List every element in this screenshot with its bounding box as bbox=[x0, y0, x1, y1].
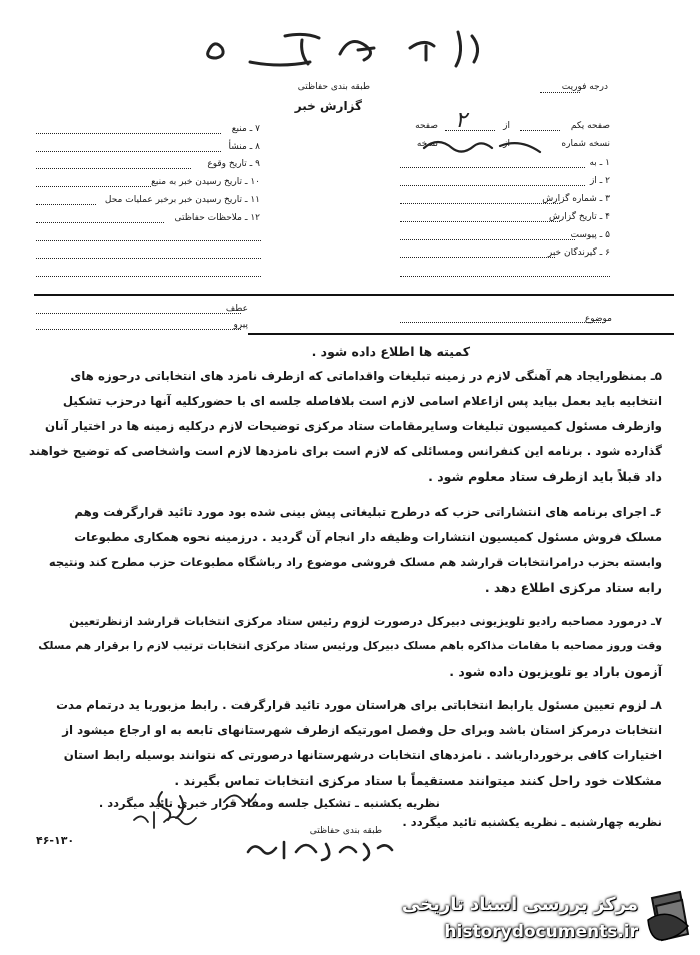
body-line: ۷ـ درمورد مصاحبه رادیو تلویزیونی دبیرکل درصورت لزوم رئیس ستاد مرکزی انتخابات قرارشد ازنظرتعیین bbox=[69, 614, 662, 628]
body-line: گذارده شود . برنامه این کنفرانس ومسائلی که لازم است برای نامزدها لازم است واشخاصی که توضیح خواهند bbox=[28, 444, 662, 458]
archive-watermark bbox=[400, 882, 700, 955]
field-report-date: ۴ ـ تاریخ گزارش bbox=[548, 212, 610, 222]
body-line: انتخابات درمرکز استان باشد وبرای حل وفصل امورتیکه ازطرف شهرستانهای تابعه به او ارجاع میشود از bbox=[62, 723, 662, 737]
field-origin-line bbox=[36, 151, 221, 152]
body-line: داد قبلاً باید ازطرف ستاد معلوم شود . bbox=[428, 469, 662, 484]
field-news-arrival-date-line bbox=[36, 186, 151, 187]
field-event-date: ۹ ـ تاریخ وقوع bbox=[207, 159, 260, 169]
form-left-blank-line bbox=[36, 276, 261, 277]
watermark-url: historydocuments.ir bbox=[444, 922, 638, 942]
field-from-line bbox=[400, 185, 585, 186]
watermark-title: مرکز بررسی اسناد تاریخی bbox=[401, 894, 638, 915]
field-operations-date-line bbox=[36, 204, 96, 205]
page-count-end: صفحه bbox=[415, 121, 438, 131]
handwritten-copy-scribble bbox=[420, 134, 560, 160]
bottom-stamp-graphic bbox=[240, 834, 400, 864]
form-right-blank-line bbox=[400, 276, 610, 277]
body-line: مشکلات خود راحل کنند میتوانند مستقیماً با ستاد مرکزی انتخابات تماس بگیرند . bbox=[174, 773, 662, 788]
field-report-number: ۳ ـ شماره گزارش bbox=[542, 194, 610, 204]
body-line: نظریه چهارشنبه ـ نظریه یکشنبه تائید میگردد . bbox=[402, 815, 662, 829]
urgency-label: درجه فوریت bbox=[561, 82, 608, 92]
field-to-line bbox=[400, 167, 585, 168]
field-source-line bbox=[36, 133, 221, 134]
body-line: ۸ـ لزوم تعیین مسئول یارابط انتخاباتی برای هراستان مورد تائید قرارگرفت . رابط مزبوربا ید درتمام مدت bbox=[56, 698, 662, 712]
field-attachment: ۵ ـ پیوست bbox=[570, 230, 610, 240]
subject-label: موضوع bbox=[584, 314, 612, 324]
field-security-notes-line bbox=[36, 222, 164, 223]
body-line: ۵ـ بمنظورایجاد هم آهنگی لازم در زمینه تبلیغات واقداماتی که ازطرف نامزد های انتخاباتی درحوزه های bbox=[70, 369, 662, 383]
page-count-line bbox=[520, 130, 560, 131]
form-left-blank-line bbox=[36, 258, 261, 259]
body-line: وابسته بحزب درامرانتخابات قرارشد هم مسلک فروشی موضوع راد رباشگاه مطبوعات حزب مطرح کند ونتیجه bbox=[48, 555, 662, 569]
body-line: انتخابیه باید بعمل بیاید پس ازاعلام اسامی لازم است بلافاصله جلسه ای با حضورکلیه آنها درحزب تشکیل bbox=[62, 394, 662, 408]
page-title: گزارش خبر bbox=[294, 99, 362, 113]
follow-up-label: پیرو bbox=[233, 320, 248, 330]
document-number: ۴۶-۱۳۰ bbox=[36, 834, 75, 847]
page-count-of: از bbox=[503, 121, 510, 131]
body-line: آزمون باراد یو تلویزیون داده شود . bbox=[449, 664, 662, 679]
classification-line: طبقه بندی حفاظتی bbox=[297, 82, 370, 92]
body-line: کمیته ها اطلاع داده شود . bbox=[311, 344, 470, 359]
body-line: مسلک فروش مسئول کمیسیون انتشارات وظیفه دار انجام آن گردید . درزمینه نحوه همکاری مطبوعات bbox=[74, 530, 662, 544]
copy-number-of: از bbox=[503, 139, 510, 149]
body-line: رابه ستاد مرکزی اطلاع دهد . bbox=[484, 580, 662, 595]
field-report-date-line bbox=[400, 221, 560, 222]
field-origin: ۸ ـ منشأ bbox=[228, 142, 260, 152]
body-line: وقت وروز مصاحبه با مقامات مذاکره باهم مسلک دبیرکل ورئیس ستاد مرکزی انتخابات ترتیب لازم را برقرار هم مسلک bbox=[38, 639, 662, 652]
body-line: اختیارات کافی برخوردارباشد . نامزدهای انتخابات درشهرستانها درصورتی که نتوانند بوسیله رابط استان bbox=[63, 748, 662, 762]
copy-number-label: نسخه شماره bbox=[561, 139, 610, 149]
field-report-number-line bbox=[400, 203, 560, 204]
body-line: وازطرف مسئول کمیسیون تبلیغات وسایرمقامات ستاد مرکزی توضیحات لازم درکلیه زمینه ها در اختیار آنان bbox=[44, 419, 662, 433]
body-line: ۶ـ اجرای برنامه های انتشاراتی حزب که درطرح تبلیغاتی پیش بینی شده بود مورد تائید قرارگرفت وهم bbox=[74, 505, 662, 519]
handwritten-initial bbox=[220, 788, 260, 812]
subject-line bbox=[400, 322, 605, 323]
reference-line bbox=[36, 313, 241, 314]
body-line: نظریه یکشنبه ـ تشکیل جلسه ومفاد قرار خبری تائید میگردد . bbox=[98, 796, 440, 810]
handwritten-page-number: ۲ bbox=[455, 108, 467, 133]
follow-up-line bbox=[36, 329, 241, 330]
field-recipients: ۶ ـ گیرندگان خبر bbox=[547, 248, 610, 258]
handwritten-signature bbox=[130, 808, 210, 832]
reference-label: عطف bbox=[225, 304, 248, 314]
classification-stamp-graphic bbox=[190, 22, 520, 72]
bottom-classification-label: طبقه بندی حفاظتی bbox=[309, 826, 382, 836]
field-news-arrival-date: ۱۰ ـ تاریخ رسیدن خبر به منبع bbox=[151, 177, 260, 187]
field-to: ۱ ـ به bbox=[589, 158, 610, 168]
field-operations-date: ۱۱ ـ تاریخ رسیدن خبر برخبر عملیات محل bbox=[104, 195, 260, 205]
field-security-notes: ۱۲ ـ ملاحظات حفاظتی bbox=[174, 213, 260, 223]
urgency-dotted-line bbox=[540, 92, 580, 93]
field-recipients-line bbox=[400, 257, 555, 258]
form-left-blank-line bbox=[36, 240, 261, 241]
header-divider bbox=[34, 294, 674, 296]
field-attachment-line bbox=[400, 239, 575, 240]
field-source: ۷ ـ منبع bbox=[231, 124, 260, 134]
archive-logo-icon bbox=[646, 890, 692, 946]
field-event-date-line bbox=[36, 168, 191, 169]
page-total-line bbox=[445, 130, 495, 131]
copy-number-end: نسخه bbox=[416, 139, 438, 149]
subject-divider bbox=[248, 333, 674, 335]
page-count-label: صفحه یکم bbox=[570, 121, 610, 131]
field-from: ۲ ـ از bbox=[589, 176, 610, 186]
